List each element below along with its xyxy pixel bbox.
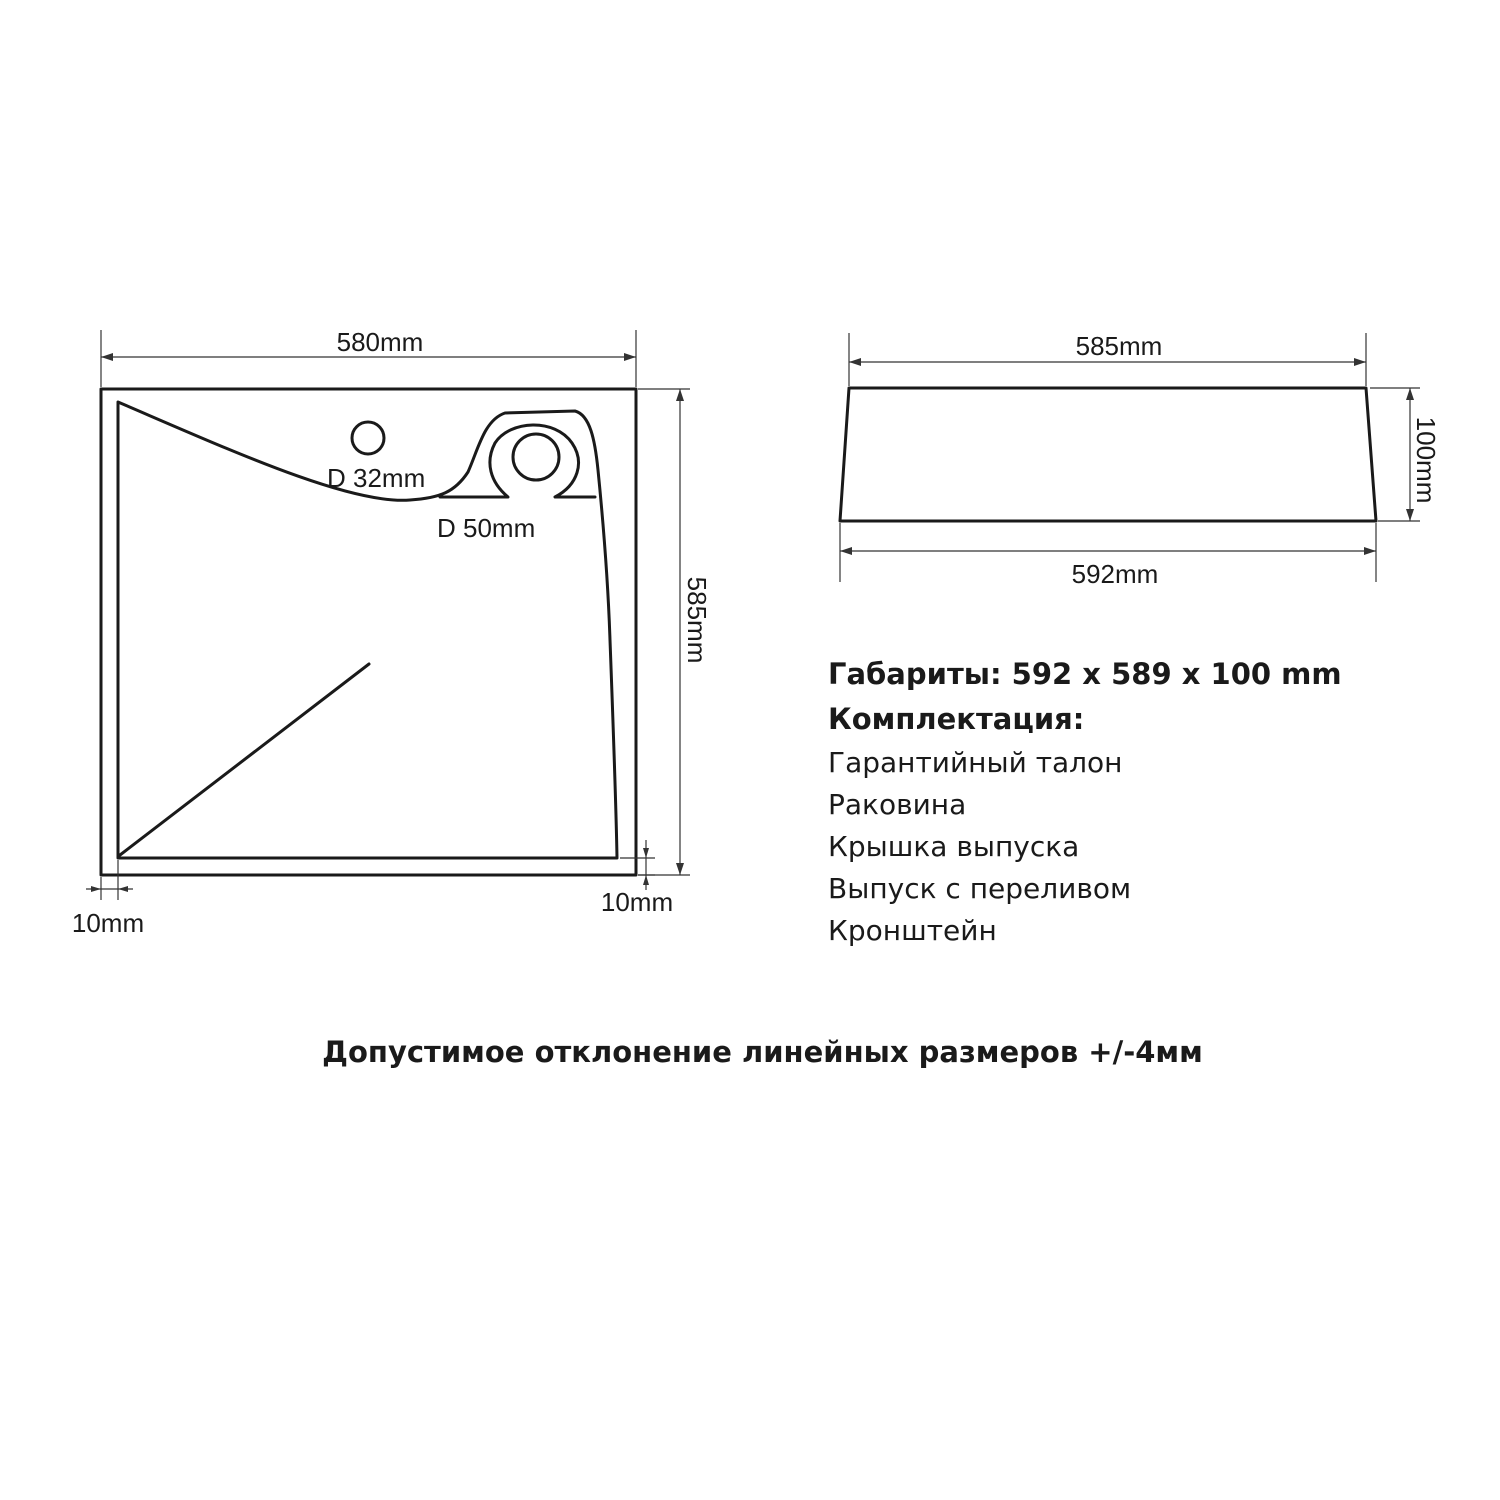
contents-item: Гарантийный талон [828, 746, 1123, 779]
sink-side-profile [840, 388, 1376, 521]
top-view [72, 327, 712, 938]
width-arrow-left [101, 353, 113, 361]
margin-left-arrow-b [118, 886, 128, 892]
contents-item: Кронштейн [828, 914, 997, 947]
margin-bottom-arrow-a [643, 848, 649, 858]
width-label: 580mm [336, 327, 424, 357]
specifications-block [828, 652, 1342, 952]
side-bottom-width-label: 592mm [1071, 559, 1159, 589]
side-height-arrow-bottom [1406, 509, 1414, 521]
depth-arrow-top [676, 389, 684, 401]
side-view [840, 331, 1441, 589]
margin-bottom-arrow-b [643, 875, 649, 885]
contents-item: Крышка выпуска [828, 830, 1080, 863]
margin-left-label: 10mm [71, 908, 145, 938]
side-height-label: 100mm [1411, 416, 1441, 504]
margin-bottom-label: 10mm [600, 887, 674, 917]
margin-left-arrow-a [91, 886, 101, 892]
hole-small-label: D 32mm [327, 463, 426, 493]
side-top-arrow-left [849, 358, 861, 366]
side-bottom-arrow-right [1364, 547, 1376, 555]
side-top-arrow-right [1354, 358, 1366, 366]
sink-outer-outline [101, 389, 636, 875]
contents-item: Раковина [828, 788, 967, 821]
depth-arrow-bottom [676, 863, 684, 875]
hole-large-label: D 50mm [437, 513, 536, 543]
contents-list [828, 742, 1342, 952]
contents-title: Комплектация: [828, 702, 1085, 736]
width-arrow-right [624, 353, 636, 361]
contents-item: Выпуск с переливом [828, 872, 1132, 905]
tolerance-note: Допустимое отклонение линейных размеров +/-4мм [322, 1035, 1203, 1069]
depth-label: 585mm [682, 576, 712, 664]
side-height-arrow-top [1406, 388, 1414, 400]
side-top-width-label: 585mm [1075, 331, 1163, 361]
drain-hole-d50 [513, 434, 559, 480]
drain-neck-outline [440, 425, 595, 497]
overall-dimensions: Габариты: 592 х 589 х 100 mm [828, 657, 1342, 691]
bowl-slope-line [120, 664, 369, 855]
side-bottom-arrow-left [840, 547, 852, 555]
tap-hole-d32 [352, 422, 384, 454]
